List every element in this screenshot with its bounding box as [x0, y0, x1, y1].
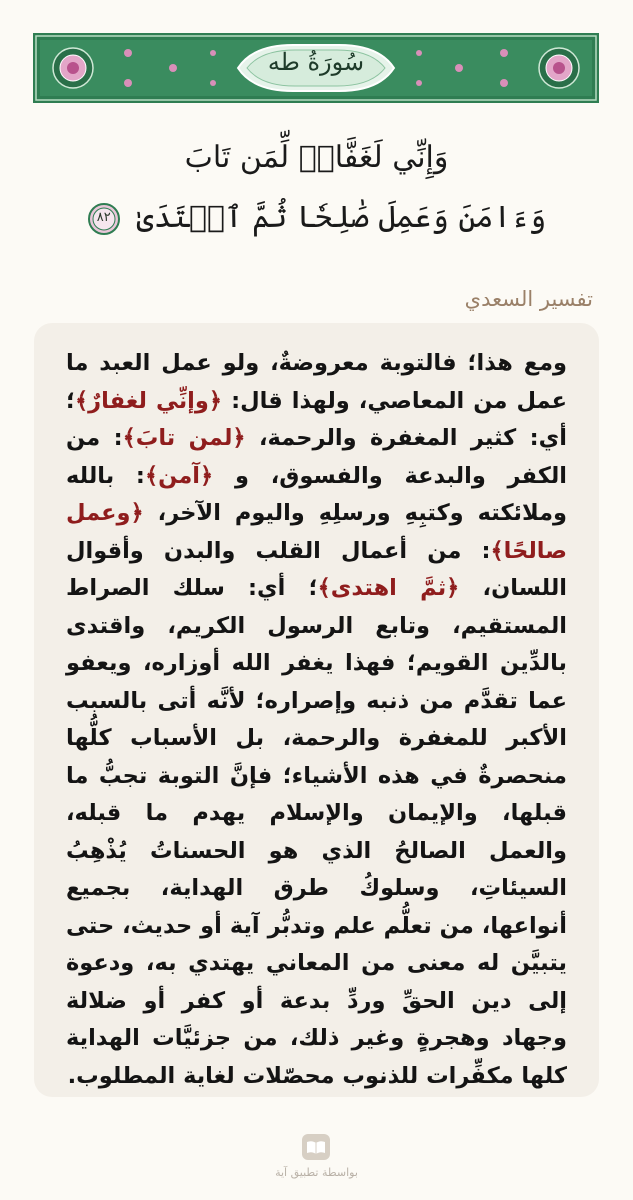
tafsir-segment: ؛ أي: كثير المغفرة والرحمة،	[66, 387, 567, 451]
tafsir-segment: ؛ أي: سلك الصراط المستقيم، وتابع الرسول الكريم، واقتدى بالدِّين القويم؛ فهذا يغفر الله أوزاره، ويعفو عما تقدَّم من ذنبه وإصراره؛ لأنَّه أتى بالسبب الأكبر للمغفرة والرحمة، بل الأسباب كلُّها منحصرةٌ في هذه الأشياء؛ فإنَّ التوبة تجبُّ ما قبلها، والإيمان والإسلام يهدم ما قبله، والعمل الصالحُ الذي هو الحسناتُ يُذْهِبُ السيئاتِ، وسلوكُ طرق الهداية، بجميع أنواعها، من تعلُّم علم وتدبُّر آية أو حديث، حتى يتبيَّن له معنى من المعاني يهتدي به، ودعوة إلى دين الحقِّ وردِّ بدعة أو كفر أو ضلالة وجهاد وهجرةٍ وغير ذلك، من جزئيَّات الهداية كلها مكفِّرات للذنوب محصّلات لغاية المطلوب.	[66, 575, 567, 1089]
tafsir-title: تفسير السعدي	[464, 287, 593, 311]
ayah-number-marker	[87, 202, 121, 236]
ayah-number: ٨٢	[96, 210, 111, 225]
surah-banner	[33, 33, 599, 103]
quran-quote: ﴿ثمَّ اهتدى﴾	[317, 575, 460, 601]
tafsir-segment: : من أعمال القلب والبدن وأقوال اللسان،	[66, 537, 567, 601]
open-book-icon	[302, 1134, 330, 1160]
verse-line-1: وَإِنِّي لَغَفَّارٞ لِّمَن تَابَ	[184, 140, 449, 175]
tafsir-card	[34, 323, 599, 1097]
quran-quote: ﴿لمن تابَ﴾	[122, 425, 246, 451]
verse-line-2	[40, 200, 593, 236]
tafsir-segment: ومع هذا؛ فالتوبة معروضةٌ، ولو عمل العبد ما عمل من المعاصي، ولهذا قال:	[66, 350, 567, 414]
tafsir-segment: : من الكفر والبدعة والفسوق، و	[66, 425, 567, 489]
footer-credit: بواسطة تطبيق آية	[275, 1166, 358, 1179]
tafsir-text	[66, 345, 567, 1095]
verse-line-2-text: وَءَامَنَ وَعَمِلَ صَٰلِحٗا ثُمَّ ٱهۡتَدَىٰ	[136, 200, 547, 235]
quran-quote: ﴿آمن﴾	[144, 462, 214, 489]
quran-quote: ﴿وإنِّي لغفارٌ﴾	[75, 387, 223, 414]
tafsir-segment: : بالله وملائكته وكتبِهِ ورسلِهِ واليوم الآخر،	[66, 462, 567, 526]
quran-quote: ﴿وعمل صالحًا﴾	[66, 500, 567, 564]
surah-name: سُورَةُ طه	[267, 48, 365, 76]
